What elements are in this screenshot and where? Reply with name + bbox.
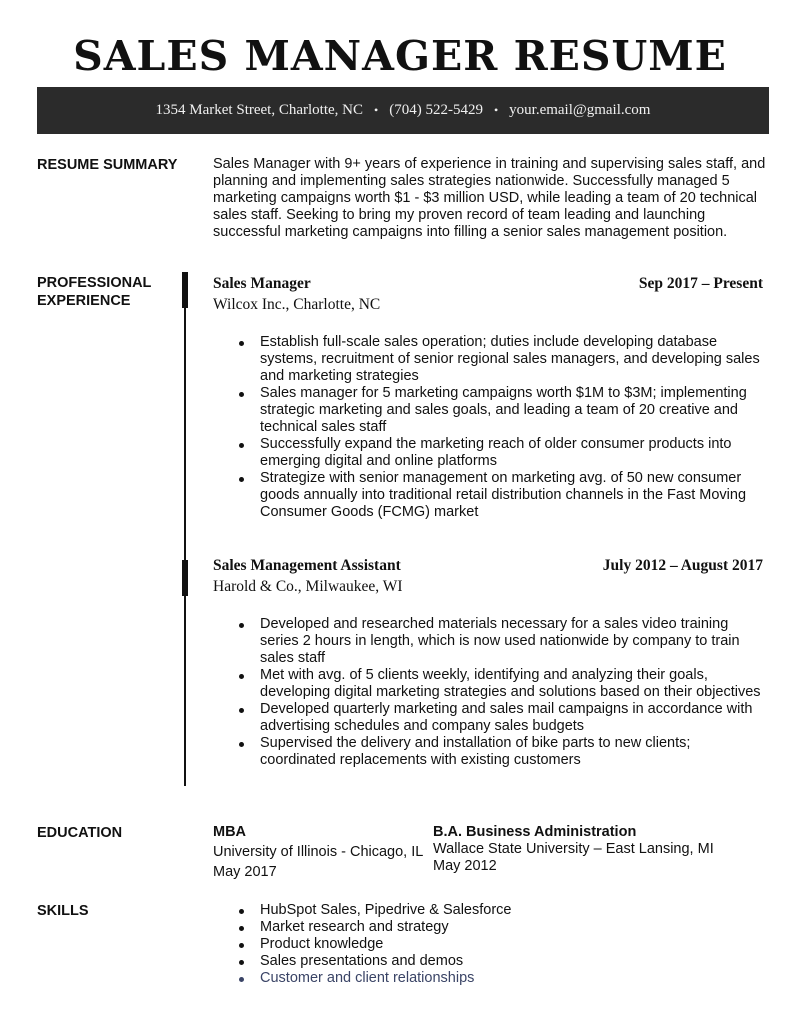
education-degree: B.A. Business Administration xyxy=(433,824,637,840)
job-header xyxy=(213,275,763,293)
education-entry xyxy=(213,824,423,881)
list-item: Sales presentations and demos xyxy=(260,953,511,970)
timeline-line xyxy=(184,272,186,786)
education-date: May 2012 xyxy=(433,858,497,874)
list-item: Supervised the delivery and installation of bike parts to new clients; coordinated replacements with existing customers xyxy=(260,735,763,769)
education-school: Wallace State University – East Lansing, MI xyxy=(433,841,714,857)
job-header xyxy=(213,557,763,575)
skills-list xyxy=(213,902,511,987)
timeline-marker xyxy=(182,272,188,308)
list-item: Successfully expand the marketing reach of older consumer products into emerging digital and online platforms xyxy=(260,436,763,470)
list-item: Establish full-scale sales operation; duties include developing database systems, recruitment of senior regional sales managers, and developing sales and marketing strategies xyxy=(260,334,763,385)
list-item: Met with avg. of 5 clients weekly, identifying and analyzing their goals, developing digital marketing strategies and solutions based on their objectives xyxy=(260,667,763,701)
job-dates: July 2012 – August 2017 xyxy=(602,557,763,574)
job-bullets xyxy=(213,334,763,521)
timeline-marker xyxy=(182,560,188,596)
list-item: Product knowledge xyxy=(260,936,511,953)
experience-label xyxy=(37,274,151,310)
education-date: May 2017 xyxy=(213,864,277,880)
list-item: Strategize with senior management on marketing avg. of 50 new consumer goods annually into traditional retail distribution channels in the Fast Moving Consumer Goods (FCMG) market xyxy=(260,470,763,521)
list-item: Customer and client relationships xyxy=(260,970,511,987)
list-item: Developed and researched materials necessary for a sales video training series 2 hours in length, which is now used nationwide by company to train sales staff xyxy=(260,616,763,667)
contact-phone: (704) 522-5429 xyxy=(389,102,483,118)
contact-bar xyxy=(37,87,769,134)
education-entry xyxy=(433,824,714,875)
resume-title: SALES MANAGER RESUME xyxy=(73,32,727,80)
experience-label-line1: PROFESSIONAL xyxy=(37,275,152,291)
contact-address: 1354 Market Street, Charlotte, NC xyxy=(155,102,363,118)
list-item: Market research and strategy xyxy=(260,919,511,936)
job-dates: Sep 2017 – Present xyxy=(638,275,763,292)
job-title: Sales Manager xyxy=(213,275,311,292)
experience-label-line2: EXPERIENCE xyxy=(37,293,131,309)
job-company: Wilcox Inc., Charlotte, NC xyxy=(213,296,381,313)
summary-label: RESUME SUMMARY xyxy=(37,157,178,173)
job-entry xyxy=(213,275,763,521)
job-company: Harold & Co., Milwaukee, WI xyxy=(213,578,403,595)
skills-label: SKILLS xyxy=(37,903,89,919)
education-school: University of Illinois - Chicago, IL xyxy=(213,844,424,860)
list-item: Developed quarterly marketing and sales mail campaigns in accordance with advertising schedules and company sales budgets xyxy=(260,701,763,735)
job-bullets xyxy=(213,616,763,769)
contact-separator: • xyxy=(493,103,499,117)
education-label: EDUCATION xyxy=(37,825,123,841)
job-entry xyxy=(213,557,763,769)
job-title: Sales Management Assistant xyxy=(213,557,401,574)
summary-text: Sales Manager with 9+ years of experience in training and supervising sales staff, and planning and implementing sales strategies nationwide. Successfully managed 5 marketing campaigns worth $1 - $3 million USD, while leading a team of 20 technical sales staff. Seeking to bring my proven record of team leading and launching successful marketing campaigns into filling a senior sales management position. xyxy=(213,156,766,240)
education-degree: MBA xyxy=(213,824,247,840)
list-item: HubSpot Sales, Pipedrive & Salesforce xyxy=(260,902,512,918)
list-item: Sales manager for 5 marketing campaigns worth $1M to $3M; implementing strategic marketing and sales goals, and leading a team of 20 creative and technical sales staff xyxy=(260,385,763,436)
contact-email: your.email@gmail.com xyxy=(509,102,651,118)
contact-separator: • xyxy=(374,103,379,117)
